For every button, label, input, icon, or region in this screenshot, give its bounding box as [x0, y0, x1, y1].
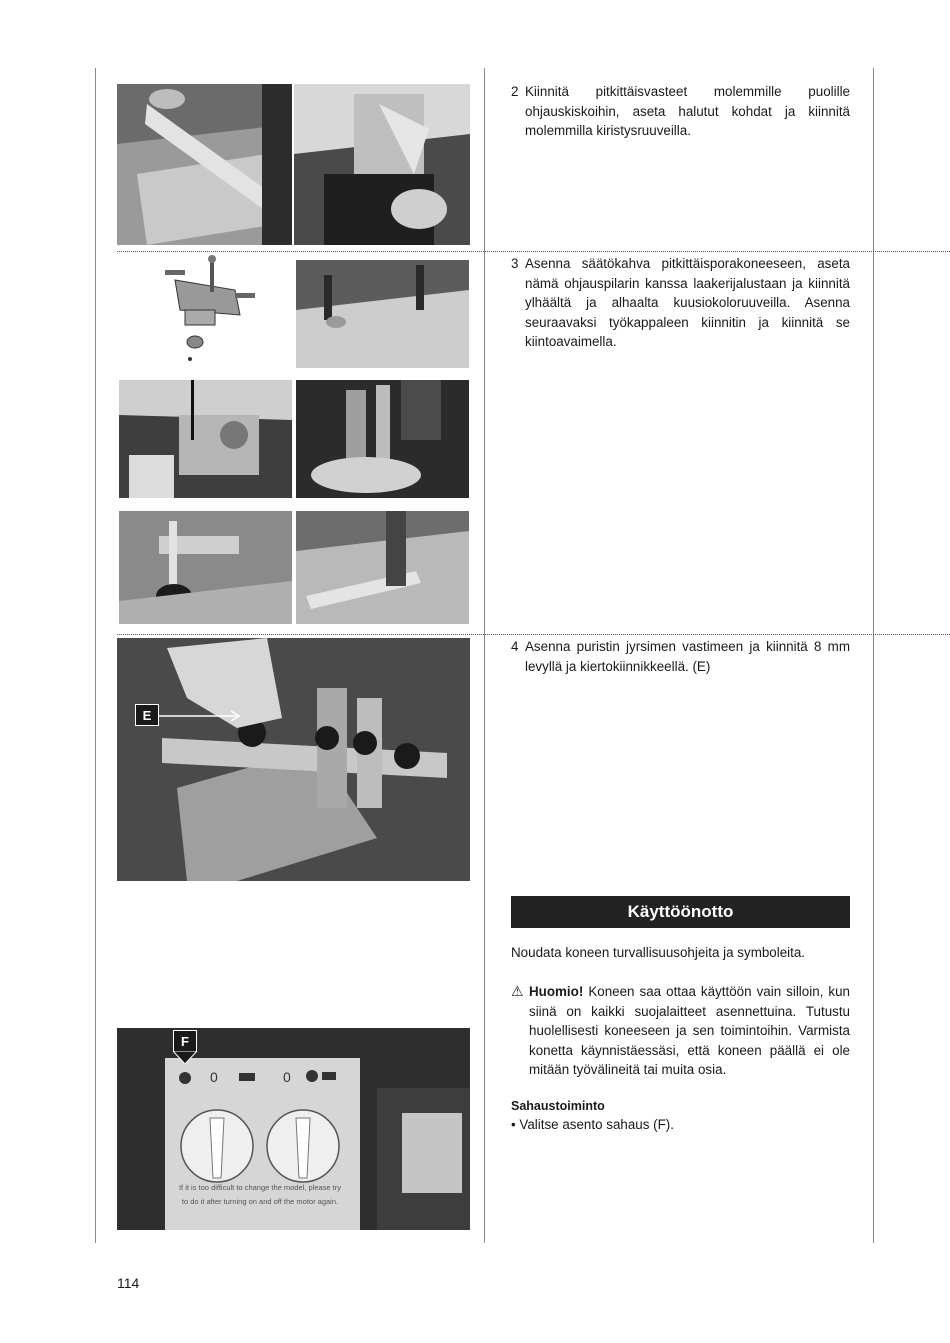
subheading-sawing: Sahaustoiminto	[511, 1099, 605, 1113]
step-3-number: 3	[511, 256, 519, 271]
photo-workpiece-clamp	[119, 511, 292, 624]
warning-triangle-icon: ⚠	[511, 983, 524, 999]
center-column-rule	[484, 68, 485, 1243]
bullet-item	[511, 1115, 850, 1135]
callout-f: F	[173, 1030, 197, 1052]
right-margin-rule	[873, 68, 874, 1243]
bullet-text: Valitse asento sahaus (F).	[519, 1117, 674, 1132]
callout-e: E	[135, 704, 159, 726]
photo-guide-rail	[294, 84, 470, 245]
step-separator-2	[117, 634, 950, 635]
warning-text: Koneen saa ottaa käyttöön vain silloin, kun siinä on kaikki suojalaitteet asennettuina. Tutustu huolellisesti koneeseen ja sen toimintoihin. Varmista konetta käynnistäessäsi, että koneen päällä ei ole mitään työvälineitä tai muita osia.	[529, 984, 850, 1077]
bullet-dot-icon: •	[511, 1117, 520, 1132]
step-2-number: 2	[511, 84, 519, 99]
step-3	[511, 254, 850, 352]
photo-clamp-mounting	[117, 638, 470, 881]
switch-left-zero: 0	[210, 1069, 218, 1085]
left-margin-rule	[95, 68, 96, 1243]
switch-note-line1: If it is too difficult to change the model, please try	[178, 1183, 342, 1192]
page-number: 114	[117, 1275, 140, 1291]
photo-guide-column	[296, 380, 469, 498]
photo-wrench-tightening	[296, 511, 469, 624]
step-2-text: Kiinnitä pitkittäisvasteet molemmille puolille ohjauskiskoihin, aseta halutut kohdat ja kiinnitä molemmilla kiristysruuveilla.	[525, 84, 850, 138]
photo-hex-screws	[119, 380, 292, 498]
switch-note-line2: to do it after turning on and off the motor again.	[181, 1197, 339, 1206]
section-title: Käyttöönotto	[511, 896, 850, 928]
warning-label: Huomio!	[529, 984, 584, 999]
step-3-text: Asenna säätökahva pitkittäisporakoneeseen, aseta nämä ohjauspilarin kanssa laakerijalustaan ja kiinnitä ylhäältä ja alhaalta kuusiokoloruuveilla. Asenna seuraavaksi työkappaleen kiinnitin ja kiinnitä se kiintoavaimella.	[525, 256, 850, 349]
warning-content	[529, 982, 850, 1080]
step-4-number: 4	[511, 639, 519, 654]
diagram-adjustment-handle-assembly	[140, 255, 260, 370]
switch-right-zero: 0	[283, 1069, 291, 1085]
callout-f-pointer-icon	[173, 1051, 197, 1065]
photo-fence-mounting	[117, 84, 292, 245]
callout-e-arrow-icon	[159, 708, 244, 724]
warning-block	[511, 982, 850, 1080]
step-separator-1	[117, 251, 950, 252]
step-2	[511, 82, 850, 141]
section-intro: Noudata koneen turvallisuusohjeita ja symboleita.	[511, 945, 806, 960]
step-4-text: Asenna puristin jyrsimen vastimeen ja kiinnitä 8 mm levyllä ja kiertokiinnikkeellä. (E)	[525, 639, 850, 674]
photo-bearing-base	[296, 260, 469, 368]
step-4	[511, 637, 850, 676]
